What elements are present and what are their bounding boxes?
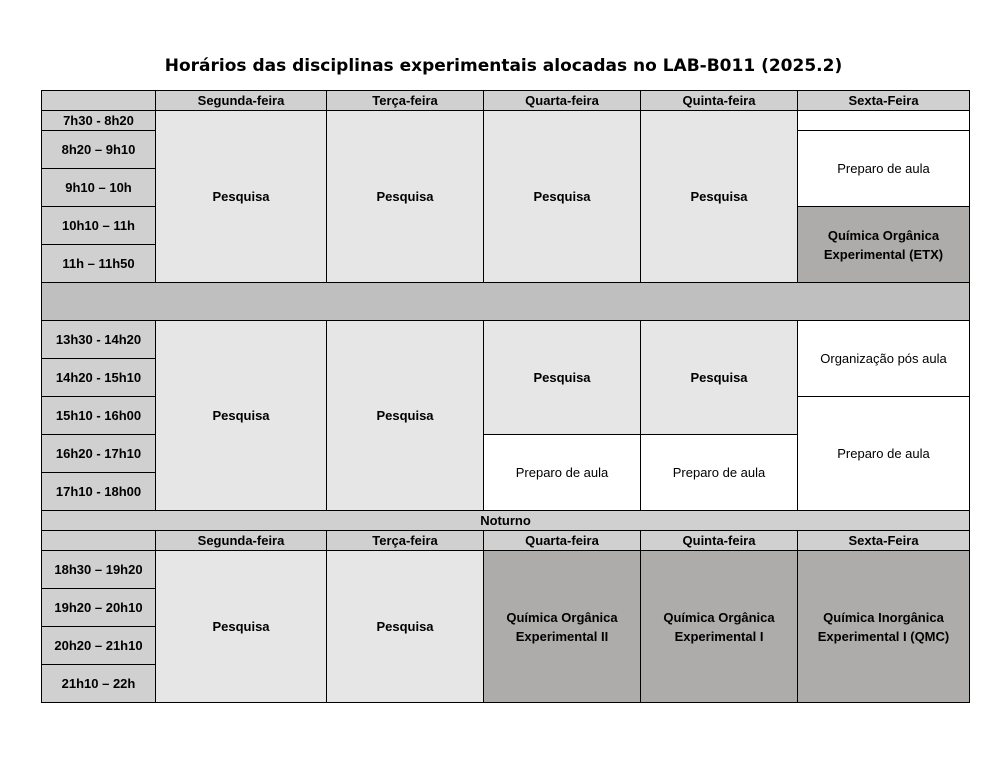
schedule-cell-fri-morning-preparo: Preparo de aula — [798, 131, 970, 207]
day-header-wednesday: Quarta-feira — [484, 531, 641, 551]
section-header-row — [42, 511, 970, 531]
table-row — [42, 551, 970, 589]
schedule-cell-fri-night: Química Inorgânica Experimental I (QMC) — [798, 551, 970, 703]
schedule-cell-fri-afternoon-organizacao: Organização pós aula — [798, 321, 970, 397]
day-header-thursday: Quinta-feira — [641, 531, 798, 551]
time-slot: 16h20 - 17h10 — [42, 435, 156, 473]
break-row — [42, 283, 970, 321]
schedule-cell-wed-afternoon-preparo: Preparo de aula — [484, 435, 641, 511]
schedule-cell-fri-afternoon-preparo: Preparo de aula — [798, 397, 970, 511]
time-slot: 11h – 11h50 — [42, 245, 156, 283]
schedule-cell-mon-night: Pesquisa — [156, 551, 327, 703]
schedule-cell-tue-afternoon: Pesquisa — [327, 321, 484, 511]
day-header-tuesday: Terça-feira — [327, 531, 484, 551]
time-slot: 7h30 - 8h20 — [42, 111, 156, 131]
day-header-friday: Sexta-Feira — [798, 91, 970, 111]
schedule-cell-wed-morning: Pesquisa — [484, 111, 641, 283]
day-header-tuesday: Terça-feira — [327, 91, 484, 111]
time-slot: 17h10 - 18h00 — [42, 473, 156, 511]
day-header-monday: Segunda-feira — [156, 531, 327, 551]
schedule-cell-fri-morning-empty — [798, 111, 970, 131]
schedule-cell-thu-afternoon-pesquisa: Pesquisa — [641, 321, 798, 435]
schedule-cell-wed-night: Química Orgânica Experimental II — [484, 551, 641, 703]
time-slot: 8h20 – 9h10 — [42, 131, 156, 169]
time-slot: 18h30 – 19h20 — [42, 551, 156, 589]
day-header-wednesday: Quarta-feira — [484, 91, 641, 111]
time-slot: 15h10 - 16h00 — [42, 397, 156, 435]
header-corner-cell — [42, 531, 156, 551]
time-slot: 19h20 – 20h10 — [42, 589, 156, 627]
time-slot: 21h10 – 22h — [42, 665, 156, 703]
day-header-thursday: Quinta-feira — [641, 91, 798, 111]
day-header-row — [42, 91, 970, 111]
header-corner-cell — [42, 91, 156, 111]
schedule-cell-fri-morning-class: Química Orgânica Experimental (ETX) — [798, 207, 970, 283]
schedule-cell-thu-afternoon-preparo: Preparo de aula — [641, 435, 798, 511]
schedule-cell-wed-afternoon-pesquisa: Pesquisa — [484, 321, 641, 435]
schedule-cell-tue-morning: Pesquisa — [327, 111, 484, 283]
schedule-cell-mon-morning: Pesquisa — [156, 111, 327, 283]
time-slot: 9h10 – 10h — [42, 169, 156, 207]
table-row — [42, 321, 970, 359]
schedule-table — [41, 90, 970, 703]
day-header-monday: Segunda-feira — [156, 91, 327, 111]
lunch-break-cell — [42, 283, 970, 321]
schedule-cell-thu-night: Química Orgânica Experimental I — [641, 551, 798, 703]
time-slot: 20h20 – 21h10 — [42, 627, 156, 665]
page-title: Horários das disciplinas experimentais alocadas no LAB-B011 (2025.2) — [164, 56, 843, 76]
table-row — [42, 111, 970, 131]
day-header-row-night — [42, 531, 970, 551]
schedule-cell-thu-morning: Pesquisa — [641, 111, 798, 283]
day-header-friday: Sexta-Feira — [798, 531, 970, 551]
schedule-cell-mon-afternoon: Pesquisa — [156, 321, 327, 511]
time-slot: 14h20 - 15h10 — [42, 359, 156, 397]
time-slot: 10h10 – 11h — [42, 207, 156, 245]
schedule-cell-tue-night: Pesquisa — [327, 551, 484, 703]
section-header-noturno: Noturno — [42, 511, 970, 531]
time-slot: 13h30 - 14h20 — [42, 321, 156, 359]
